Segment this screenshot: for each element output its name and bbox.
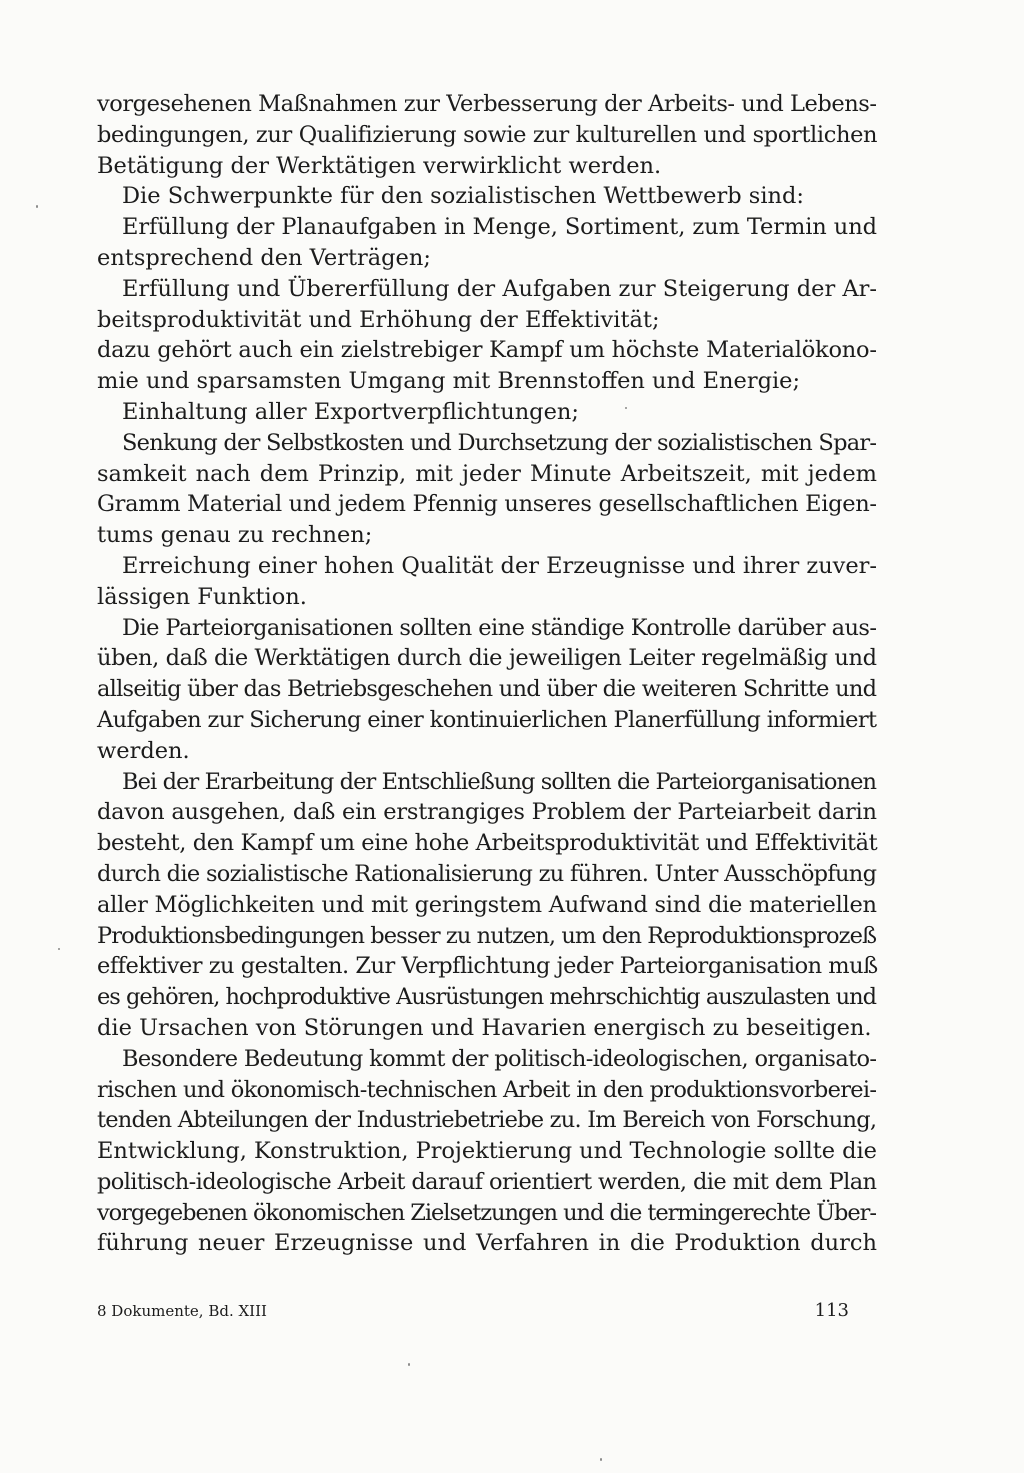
text-line: Besondere Bedeutung kommt der politisch-ideologischen, organisato- <box>122 1045 877 1072</box>
text-line: durch die sozialistische Rationalisierung zu führen. Unter Ausschöpfung <box>97 860 877 887</box>
text-line: Einhaltung aller Exportverpflichtungen; <box>122 398 579 425</box>
text-line: Die Parteiorganisationen sollten eine ständige Kontrolle darüber aus- <box>122 614 877 641</box>
scan-speck <box>600 1458 602 1461</box>
text-line: Entwicklung, Konstruktion, Projektierung und Technologie sollte die <box>97 1138 877 1165</box>
text-line: Gramm Material und jedem Pfennig unseres gesellschaftlichen Eigen- <box>97 491 877 518</box>
page-footer <box>97 1298 849 1324</box>
text-line: Erfüllung der Planaufgaben in Menge, Sortiment, zum Termin und <box>122 214 877 241</box>
text-line: samkeit nach dem Prinzip, mit jeder Minute Arbeitszeit, mit jedem <box>97 460 877 487</box>
page-number: 113 <box>814 1300 849 1321</box>
scan-speck <box>625 407 627 409</box>
text-line: besteht, den Kampf um eine hohe Arbeitsproduktivität und Effektivität <box>97 830 878 857</box>
text-line: davon ausgehen, daß ein erstrangiges Problem der Parteiarbeit darin <box>97 799 877 826</box>
text-line: üben, daß die Werktätigen durch die jeweiligen Leiter regelmäßig und <box>97 645 877 672</box>
text-line: es gehören, hochproduktive Ausrüstungen mehrschichtig auszulasten und <box>97 984 876 1011</box>
text-line: Senkung der Selbstkosten und Durchsetzung der sozialistischen Spar- <box>122 429 877 456</box>
text-line: aller Möglichkeiten und mit geringstem Aufwand sind die materiellen <box>97 891 877 918</box>
volume-signature: 8 Dokumente, Bd. XIII <box>97 1302 267 1320</box>
text-line: werden. <box>97 737 190 764</box>
text-line: tenden Abteilungen der Industriebetriebe zu. Im Bereich von Forschung, <box>97 1107 877 1134</box>
text-line: beitsproduktivität und Erhöhung der Effektivität; <box>97 306 660 333</box>
text-line: führung neuer Erzeugnisse und Verfahren in die Produktion durch <box>97 1230 877 1257</box>
text-line: Die Schwerpunkte für den sozialistischen Wettbewerb sind: <box>122 183 804 210</box>
text-line: vorgegebenen ökonomischen Zielsetzungen und die termingerechte Über- <box>97 1199 876 1226</box>
text-line: effektiver zu gestalten. Zur Verpflichtung jeder Parteiorganisation muß <box>97 953 878 980</box>
text-line: bedingungen, zur Qualifizierung sowie zur kulturellen und sportlichen <box>97 121 878 148</box>
text-line: Erreichung einer hohen Qualität der Erzeugnisse und ihrer zuver- <box>122 552 877 579</box>
text-line: Aufgaben zur Sicherung einer kontinuierlichen Planerfüllung informiert <box>97 706 877 733</box>
text-line: politisch-ideologische Arbeit darauf orientiert werden, die mit dem Plan <box>97 1168 877 1195</box>
text-line: entsprechend den Verträgen; <box>97 244 431 271</box>
text-line: Erfüllung und Übererfüllung der Aufgaben zur Steigerung der Ar- <box>122 275 877 302</box>
body-text <box>97 89 877 1259</box>
scan-speck <box>36 205 38 208</box>
text-line: lässigen Funktion. <box>97 583 307 610</box>
scan-speck <box>58 948 60 950</box>
text-line: die Ursachen von Störungen und Havarien energisch zu beseitigen. <box>97 1014 872 1041</box>
text-line: tums genau zu rechnen; <box>97 522 373 549</box>
scan-speck <box>408 1363 410 1366</box>
text-line: allseitig über das Betriebsgeschehen und über die weiteren Schritte und <box>97 676 877 703</box>
text-line: vorgesehenen Maßnahmen zur Verbesserung der Arbeits- und Lebens- <box>97 91 877 117</box>
text-line: mie und sparsamsten Umgang mit Brennstoffen und Energie; <box>97 368 801 395</box>
text-line: Bei der Erarbeitung der Entschließung sollten die Parteiorganisationen <box>122 768 877 795</box>
text-line: Produktionsbedingungen besser zu nutzen, um den Reproduktionsprozeß <box>97 922 877 949</box>
text-line: Betätigung der Werktätigen verwirklicht werden. <box>97 152 662 179</box>
text-line: rischen und ökonomisch-technischen Arbeit in den produktionsvorberei- <box>97 1076 877 1103</box>
text-line: dazu gehört auch ein zielstrebiger Kampf um höchste Materialökono- <box>97 337 877 364</box>
